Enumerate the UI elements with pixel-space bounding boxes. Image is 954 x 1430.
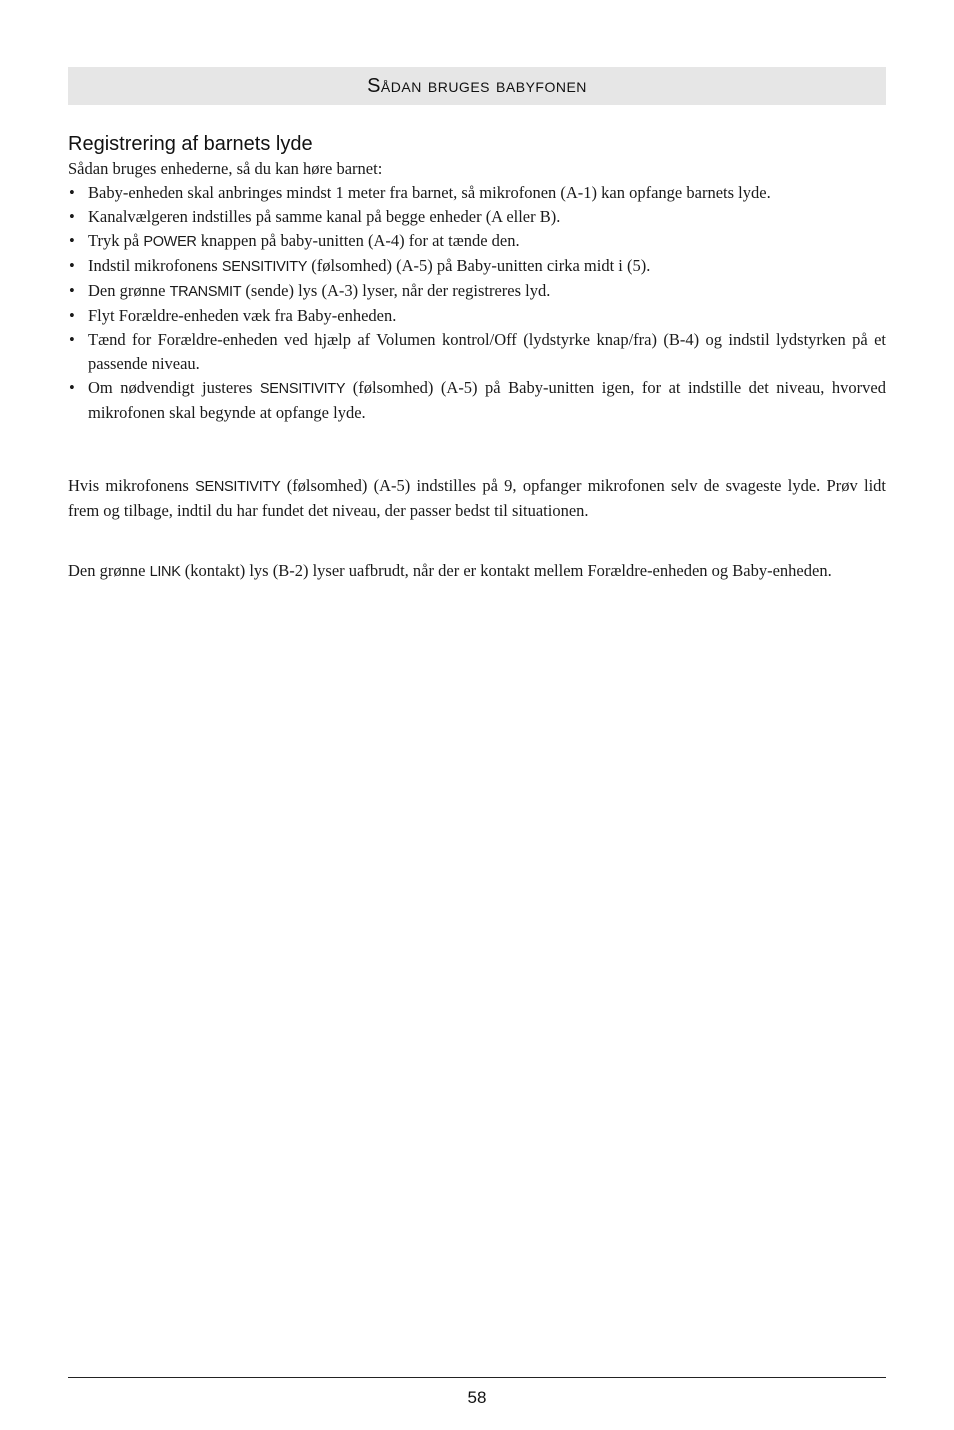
list-item — [68, 254, 886, 279]
list-item — [68, 279, 886, 304]
list-item-text: Flyt Forældre-enheden væk fra Baby-enheden. — [88, 306, 397, 325]
page-content — [68, 67, 886, 584]
bullet-dot: • — [69, 207, 75, 226]
intro-text: Sådan bruges enhederne, så du kan høre barnet: — [68, 159, 383, 178]
list-item-keyword: SENSITIVITY — [221, 259, 308, 275]
section-header — [68, 67, 886, 105]
list-item-text: knappen på baby-unitten (A-4) for at tænde den. — [196, 231, 520, 250]
bullet-dot: • — [69, 256, 75, 275]
paragraph-sensitivity-before: Hvis mikrofonens — [68, 476, 196, 495]
paragraph-sensitivity-after: (følsomhed) (A-5) indstilles på 9, opfanger mikrofonen selv de svageste lyde. Prøv lidt frem og tilbage, indtil du har fundet det niveau, der passer bedst til situationen. — [68, 476, 886, 520]
subheading: Registrering af barnets lyde — [68, 133, 313, 155]
list-item-text: (følsomhed) (A-5) på Baby-unitten cirka midt i (5). — [307, 256, 651, 275]
bullet-dot: • — [69, 378, 75, 397]
paragraph-sensitivity-caps: SENSITIVITY — [195, 479, 281, 495]
bullet-list — [68, 181, 886, 425]
list-item-text: Tænd for Forældre-enheden ved hjælp af Volumen kontrol/Off (lydstyrke knap/fra) (B-4) og indstil lydstyrken på et passende niveau. — [88, 330, 886, 373]
list-item — [68, 328, 886, 376]
list-item-text: (sende) lys (A-3) lyser, når der registreres lyd. — [241, 281, 551, 300]
bullet-dot: • — [69, 231, 75, 250]
list-item — [68, 181, 886, 205]
section-title: Sådan bruges babyfonen — [367, 74, 587, 97]
paragraph-link-caps: LINK — [149, 564, 181, 580]
paragraph-sensitivity — [68, 474, 886, 523]
bullet-dot: • — [69, 183, 75, 202]
list-item — [68, 304, 886, 328]
bullet-dot: • — [69, 306, 75, 325]
list-item-text: Om nødvendigt justeres — [88, 378, 260, 397]
list-item-text: Den grønne — [88, 281, 170, 300]
bullet-dot: • — [69, 330, 75, 349]
list-item-text: (følsomhed) (A-5) på Baby-unitten igen, for at indstille det niveau, hvorved mikrofonen skal begynde at opfange lyde. — [88, 378, 886, 422]
list-item-text: Tryk på — [88, 231, 144, 250]
bullet-dot: • — [69, 281, 75, 300]
list-item-keyword: TRANSMIT — [169, 284, 242, 300]
paragraph-link-before: Den grønne — [68, 561, 150, 580]
list-item-text: Baby-enheden skal anbringes mindst 1 meter fra barnet, så mikrofonen (A-1) kan opfange barnets lyde. — [88, 183, 771, 202]
list-item-text: Kanalvælgeren indstilles på samme kanal på begge enheder (A eller B). — [88, 207, 561, 226]
list-item-text: Indstil mikrofonens — [88, 256, 222, 275]
paragraph-link — [68, 559, 886, 584]
list-item-keyword: SENSITIVITY — [259, 381, 346, 397]
paragraph-link-after: (kontakt) lys (B-2) lyser uafbrudt, når der er kontakt mellem Forældre-enheden og Baby-enheden. — [180, 561, 832, 580]
list-item — [68, 205, 886, 229]
page-number: 58 — [467, 1388, 487, 1407]
list-item-keyword: POWER — [143, 234, 197, 250]
list-item — [68, 229, 886, 254]
footer-rule — [68, 1377, 886, 1378]
list-item — [68, 376, 886, 425]
